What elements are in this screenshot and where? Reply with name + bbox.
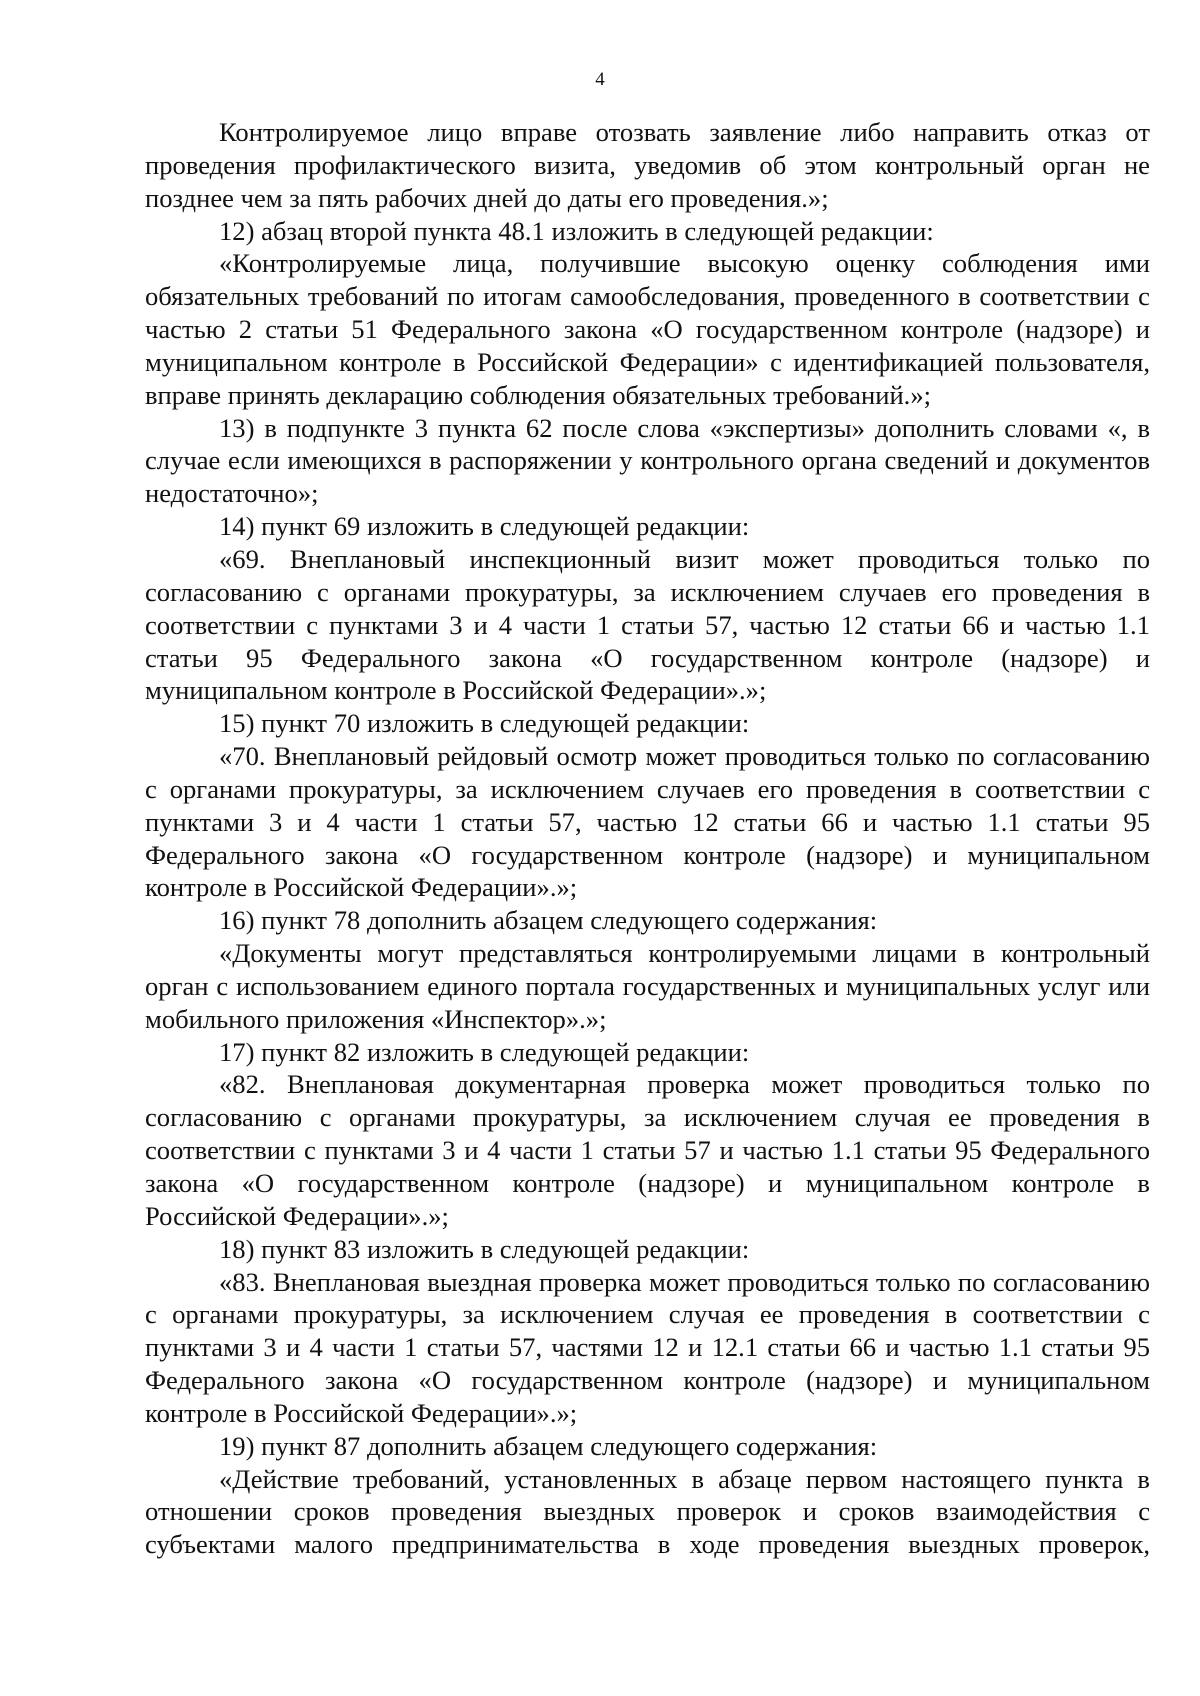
paragraph-requirements-continued: «Действие требований, установленных в абзаце первом настоящего пункта в отношении сроков проведения выездных проверок и сроков взаимодействия с субъектами малого предпринимательства в ходе проведения выездных проверок, — [145, 1463, 1150, 1560]
document-body — [145, 116, 1150, 1561]
paragraph-point-82: «82. Внеплановая документарная проверка может проводиться только по согласованию с органами прокуратуры, за исключением случая ее проведения в соответствии с пунктами 3 и 4 части 1 статьи 57 и частью 1.1 статьи 95 Федерального закона «О государственном контроле (надзоре) и муниципальном контроле в Российской Федерации».»; — [145, 1069, 1150, 1231]
paragraph-item-15: 15) пункт 70 изложить в следующей редакции: — [219, 708, 750, 739]
paragraph-withdraw-application: Контролируемое лицо вправе отозвать заявление либо направить отказ от проведения профилактического визита, уведомив об этом контрольный орган не позднее чем за пять рабочих дней до даты его проведения.»; — [145, 117, 1150, 213]
paragraph-item-14: 14) пункт 69 изложить в следующей редакции: — [219, 511, 750, 542]
paragraph-declaration: «Контролируемые лица, получившие высокую оценку соблюдения ими обязательных требований по итогам самообследования, проведенного в соответствии с частью 2 статьи 51 Федерального закона «О государственном контроле (надзоре) и муниципальном контроле в Российской Федерации» с идентификацией пользователя, вправе принять декларацию соблюдения обязательных требований.»; — [145, 248, 1150, 410]
paragraph-item-12: 12) абзац второй пункта 48.1 изложить в следующей редакции: — [219, 215, 934, 246]
paragraph-documents-submission: «Документы могут представляться контролируемыми лицами в контрольный орган с использованием единого портала государственных и муниципальных услуг или мобильного приложения «Инспектор».»; — [145, 938, 1150, 1034]
paragraph-item-18: 18) пункт 83 изложить в следующей редакции: — [219, 1233, 750, 1264]
paragraph-point-70: «70. Внеплановый рейдовый осмотр может проводиться только по согласованию с органами прокуратуры, за исключением случаев его проведения в соответствии с пунктами 3 и 4 части 1 статьи 57, частью 12 статьи 66 и частью 1.1 статьи 95 Федерального закона «О государственном контроле (надзоре) и муниципальном контроле в Российской Федерации».»; — [145, 741, 1150, 903]
page-number: 4 — [595, 69, 605, 90]
paragraph-point-83: «83. Внеплановая выездная проверка может проводиться только по согласованию с органами прокуратуры, за исключением случая ее проведения в соответствии с пунктами 3 и 4 части 1 статьи 57, частями 12 и 12.1 статьи 66 и частью 1.1 статьи 95 Федерального закона «О государственном контроле (надзоре) и муниципальном контроле в Российской Федерации».»; — [145, 1266, 1150, 1428]
paragraph-item-19: 19) пункт 87 дополнить абзацем следующего содержания: — [219, 1430, 878, 1461]
paragraph-item-13: 13) в подпункте 3 пункта 62 после слова «экспертизы» дополнить словами «, в случае если имеющихся в распоряжении у контрольного органа сведений и документов недостаточно»; — [145, 412, 1150, 509]
paragraph-item-17: 17) пункт 82 изложить в следующей редакции: — [219, 1036, 750, 1067]
paragraph-item-16: 16) пункт 78 дополнить абзацем следующего содержания: — [219, 905, 878, 936]
paragraph-point-69: «69. Внеплановый инспекционный визит может проводиться только по согласованию с органами прокуратуры, за исключением случаев его проведения в соответствии с пунктами 3 и 4 части 1 статьи 57, частью 12 статьи 66 и частью 1.1 статьи 95 Федерального закона «О государственном контроле (надзоре) и муниципальном контроле в Российской Федерации».»; — [145, 543, 1150, 706]
